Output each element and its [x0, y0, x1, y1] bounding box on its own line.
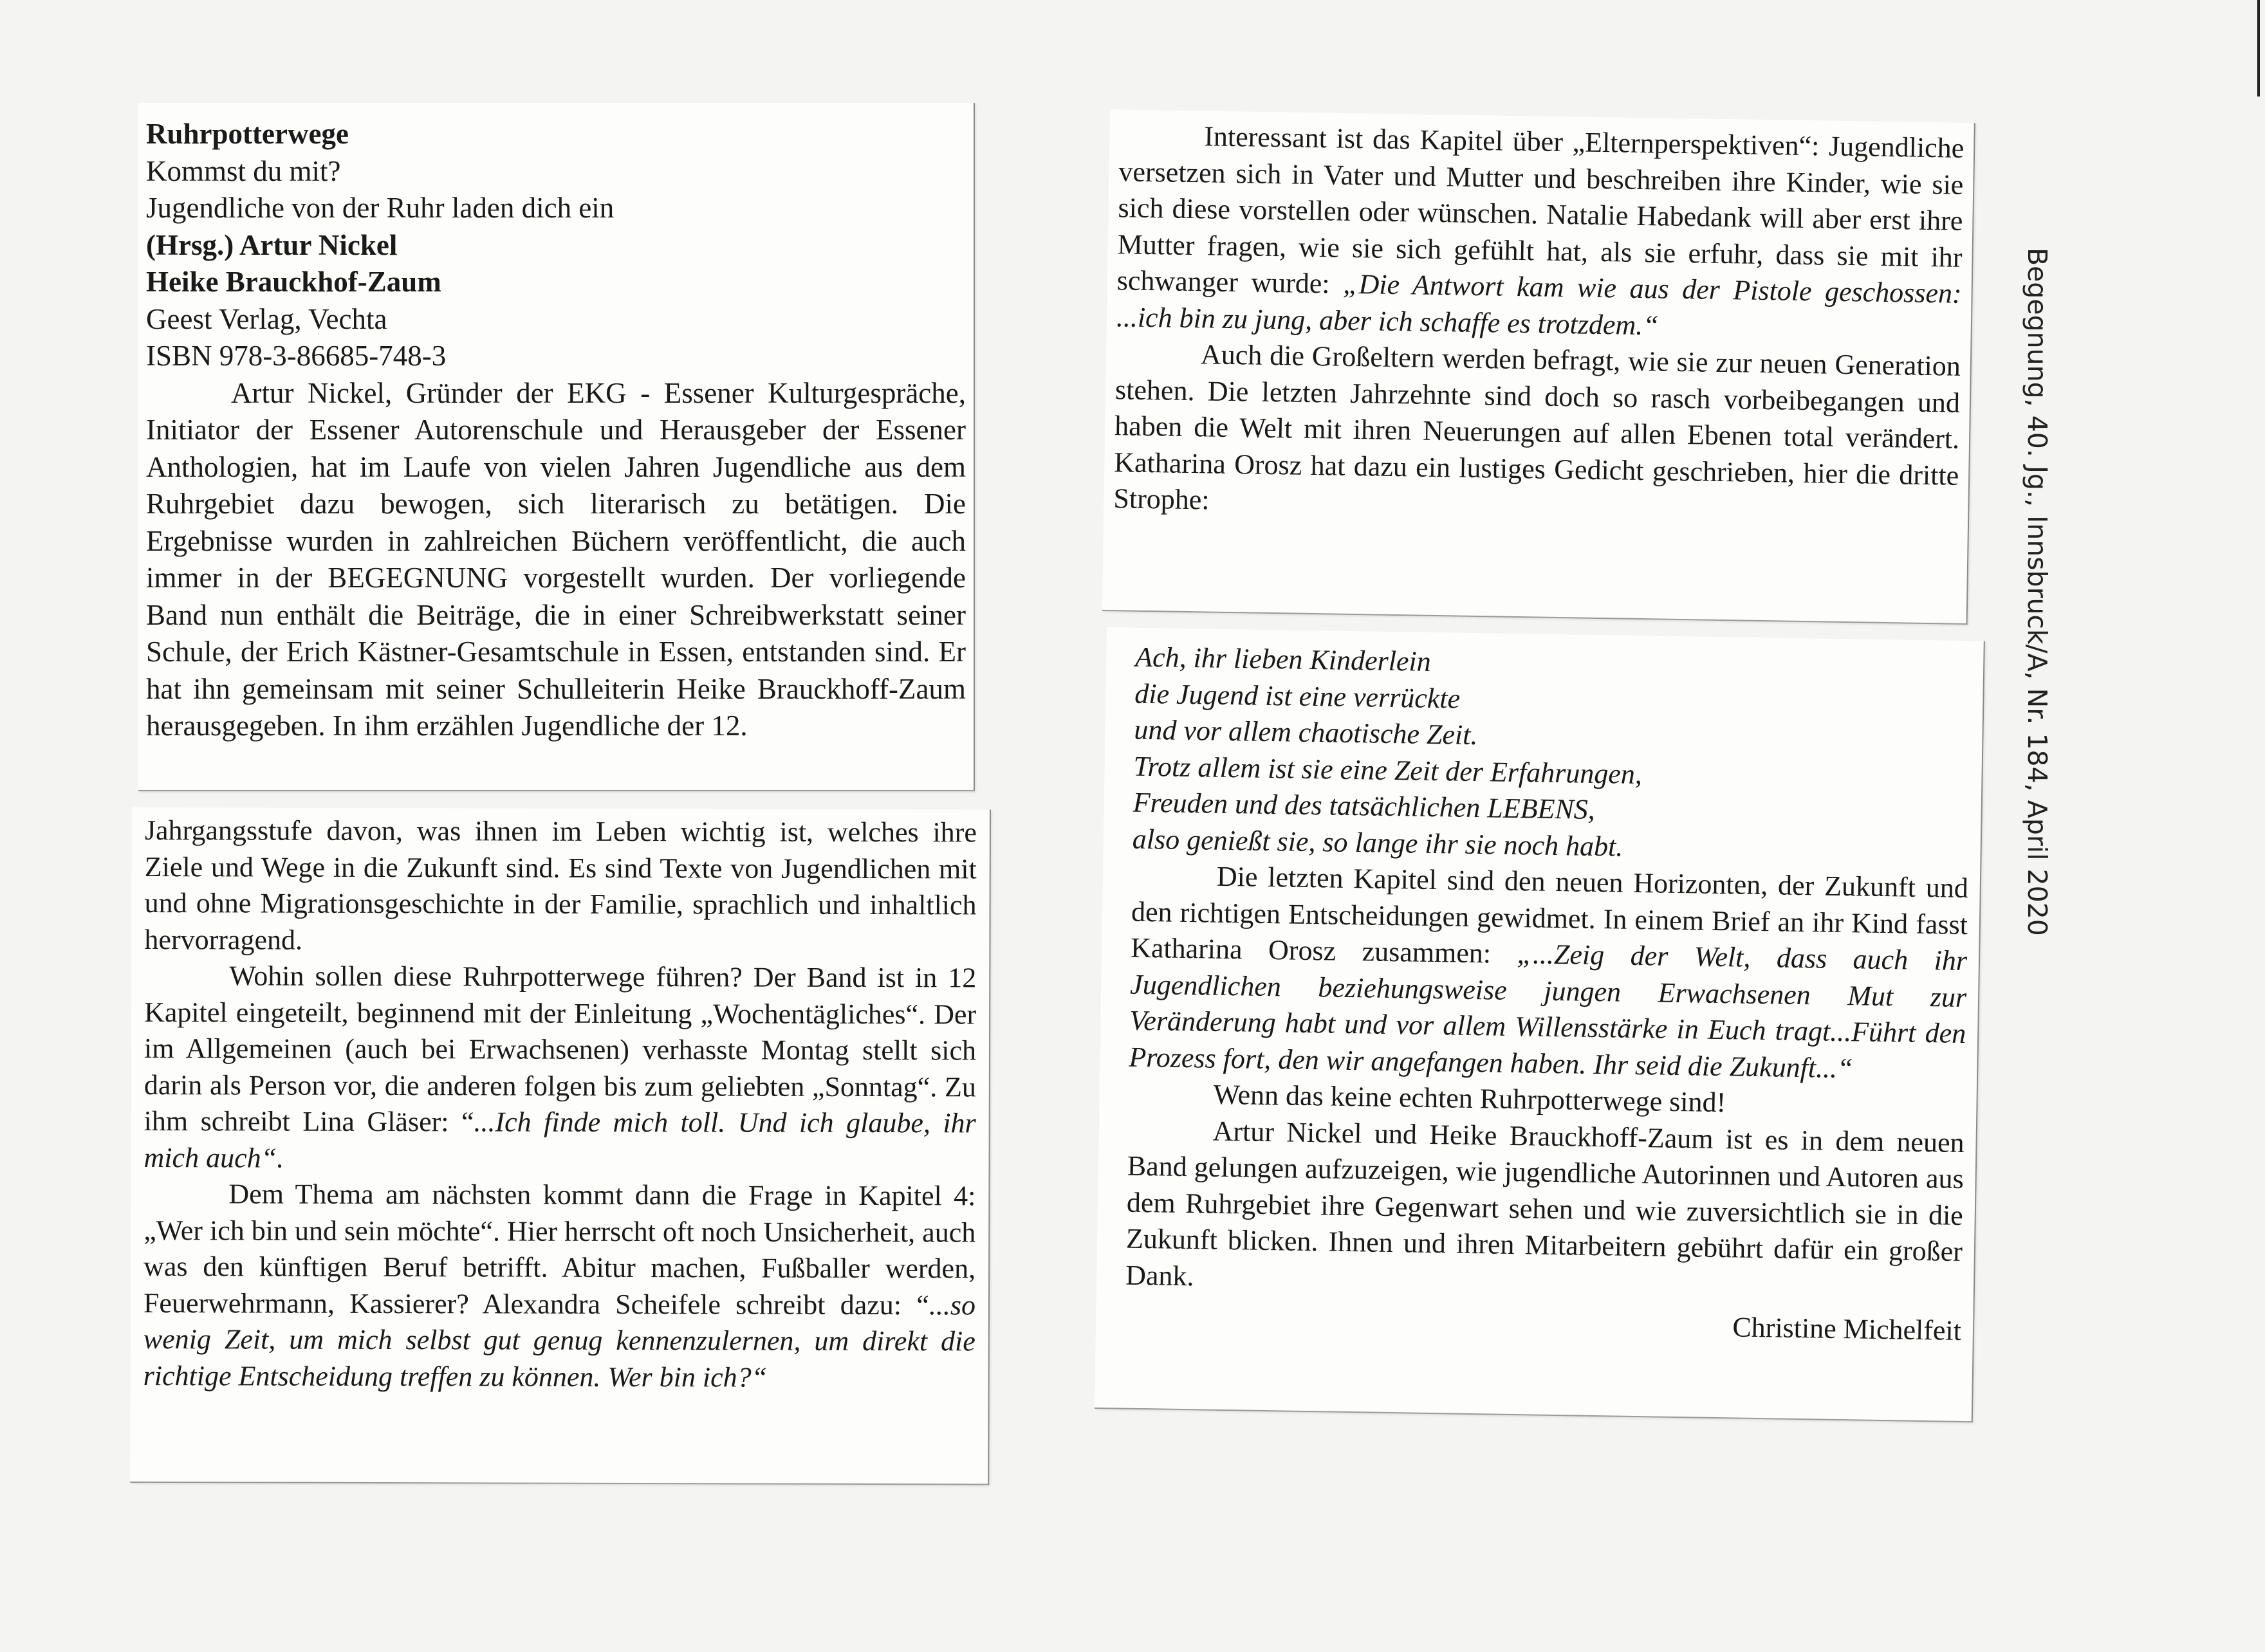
parents-text: Interessant ist das Kapitel über „Elternperspektiven“: Jugendliche versetzen sich in Vater und Mutter und beschreiben ihre Kinder, wie sie sich diese vorstellen oder wünschen. Natalie Habedank will aber erst ihre Mutter fragen, wie sie sich gefühlt hat, als sie erfuhr, dass sie mit ihr schwanger wurde:	[1116, 120, 1965, 300]
poem-line: Ach, ihr lieben Kinderlein	[1134, 641, 1432, 677]
review-paragraph-intro: Artur Nickel, Gründer der EKG - Essener Kulturgespräche, Initiator der Essener Autorenschule und Herausgeber der Essener Anthologien, hat im Laufe von vielen Jahren Jugendliche aus dem Ruhrgebiet dazu bewogen, sich literarisch zu betätigen. Die Ergebnisse wurden in zahlreichen Büchern veröffentlicht, die auch immer in der BEGEGNUNG vorgestellt wurden. Der vorliegende Band nun enthält die Beiträge, die in einer Schreibwerkstatt seiner Schule, der Erich Kästner-Gesamtschule in Essen, entstanden sind. Er hat ihn gemeinsam mit seiner Schulleiterin Heike Brauckhoff-Zaum herausgegeben. In ihm erzählen Jugendliche der 12.	[146, 376, 966, 742]
poem-line: Freuden und des tatsächlichen LEBENS,	[1132, 786, 1596, 825]
publication-citation: Begegnung, 40. Jg., Innsbruck/A, Nr. 184, April 2020	[2022, 248, 2053, 936]
book-editor-1: (Hrsg.) Artur Nickel	[146, 228, 398, 261]
review-paragraph-grandparents: Auch die Großeltern werden befragt, wie sie zur neuen Generation stehen. Die letzten Jahrzehnte sind doch so rasch vorbeibegangen und haben die Welt mit ihren Neuerungen auf allen Ebenen total verändert. Katharina Orosz hat dazu ein lustiges Gedicht geschrieben, hier die dritte Strophe:	[1113, 338, 1961, 516]
review-paragraph-last-chapters	[1129, 858, 1968, 1088]
chapters-text: Wohin sollen diese Ruhrpotterwege führen? Der Band ist in 12 Kapitel eingeteilt, beginnend mit der Einleitung „Wochentägliches“. Der im Allgemeinen (auch bei Erwachsenen) verhasste Montag stellt sich darin als Person vor, die anderen folgen bis zum geliebten „Sonntag“. Zu ihm schreibt Lina Gläser: “	[143, 960, 977, 1138]
poem-line: also genießt sie, so lange ihr sie noch habt.	[1132, 823, 1623, 863]
review-clipping-right-bottom	[1095, 627, 1985, 1422]
review-paragraph-conclusion: Artur Nickel und Heike Brauckhoff-Zaum ist es in dem neuen Band gelungen aufzuzeigen, wie jugendliche Autorinnen und Autoren aus dem Ruhrgebiet ihre Gegenwart sehen und wie zuversichtlich sie in die Zukunft blicken. Ihnen und ihren Mitarbeitern gebührt dafür ein großer Dank.	[1125, 1115, 1965, 1292]
poem-line: die Jugend ist eine verrückte	[1134, 677, 1461, 715]
page-edge-line	[2257, 0, 2260, 96]
poem-line: Trotz allem ist sie eine Zeit der Erfahrungen,	[1133, 750, 1643, 790]
review-clipping-right-top	[1102, 109, 1975, 625]
poem-stanza	[1132, 639, 1972, 870]
chapter-4-text: Dem Thema am nächsten kommt dann die Frage in Kapitel 4: „Wer ich bin und sein möchte“. Hier herrscht oft noch Unsicherheit, auch was den künftigen Beruf betrifft. Abitur machen, Fußballer werden, Feuerwehrmann, Kassierer? Alexandra Scheifele schreibt dazu: “	[143, 1178, 976, 1321]
quote-katharina-orosz: „...Zeig der Welt, dass auch ihr Jugendlichen beziehungsweise jungen Erwachsenen Mut zur Veränderung habt und vor allem Willensstärke in Euch tragt...Führt den Prozess fort, den wir angefangen haben. Ihr seid die Zukunft...“	[1129, 938, 1968, 1084]
quote-lina-glaeser: ...Ich finde mich toll. Und ich glaube, ihr mich auch“.	[143, 1106, 976, 1174]
book-publisher: Geest Verlag, Vechta	[146, 302, 387, 335]
review-paragraph-chapter-4	[143, 1176, 976, 1396]
book-isbn: ISBN 978-3-86685-748-3	[146, 340, 447, 372]
quote-alexandra-scheifele: ...so wenig Zeit, um mich selbst gut genug kennenzulernen, um direkt die richtige Entscheidung treffen zu können. Wer bin ich?“	[143, 1289, 976, 1393]
quote-natalie-habedank: „Die Antwort kam wie aus der Pistole geschossen: ...ich bin zu jung, aber ich schaffe es trotzdem.“	[1116, 268, 1963, 341]
book-subtitle: Kommst du mit?	[146, 154, 341, 187]
review-paragraph-exclamation: Wenn das keine echten Ruhrpotterwege sind!	[1213, 1078, 1726, 1119]
author-signature: Christine Michelfeit	[1732, 1311, 1962, 1346]
book-title: Ruhrpotterwege	[146, 118, 349, 150]
review-paragraph-chapters	[143, 958, 976, 1178]
last-chapters-text: Die letzten Kapitel sind den neuen Horizonten, der Zukunft und den richtigen Entscheidungen gewidmet. In einem Brief an ihr Kind fasst Katharina Orosz zusammen:	[1130, 860, 1969, 970]
book-editor-2: Heike Brauckhof-Zaum	[146, 266, 441, 298]
review-clipping-header	[138, 103, 975, 791]
poem-line: und vor allem chaotische Zeit.	[1134, 713, 1478, 751]
review-clipping-continued	[130, 807, 991, 1485]
review-paragraph-parents	[1116, 117, 1964, 349]
review-paragraph-continued: Jahrgangsstufe davon, was ihnen im Leben wichtig ist, welches ihre Ziele und Wege in die Zukunft sind. Es sind Texte von Jugendlichen mit und ohne Migrationsgeschichte in der Familie, sprachlich und inhaltlich hervorragend.	[144, 814, 977, 956]
book-tagline: Jugendliche von der Ruhr laden dich ein	[146, 192, 615, 224]
